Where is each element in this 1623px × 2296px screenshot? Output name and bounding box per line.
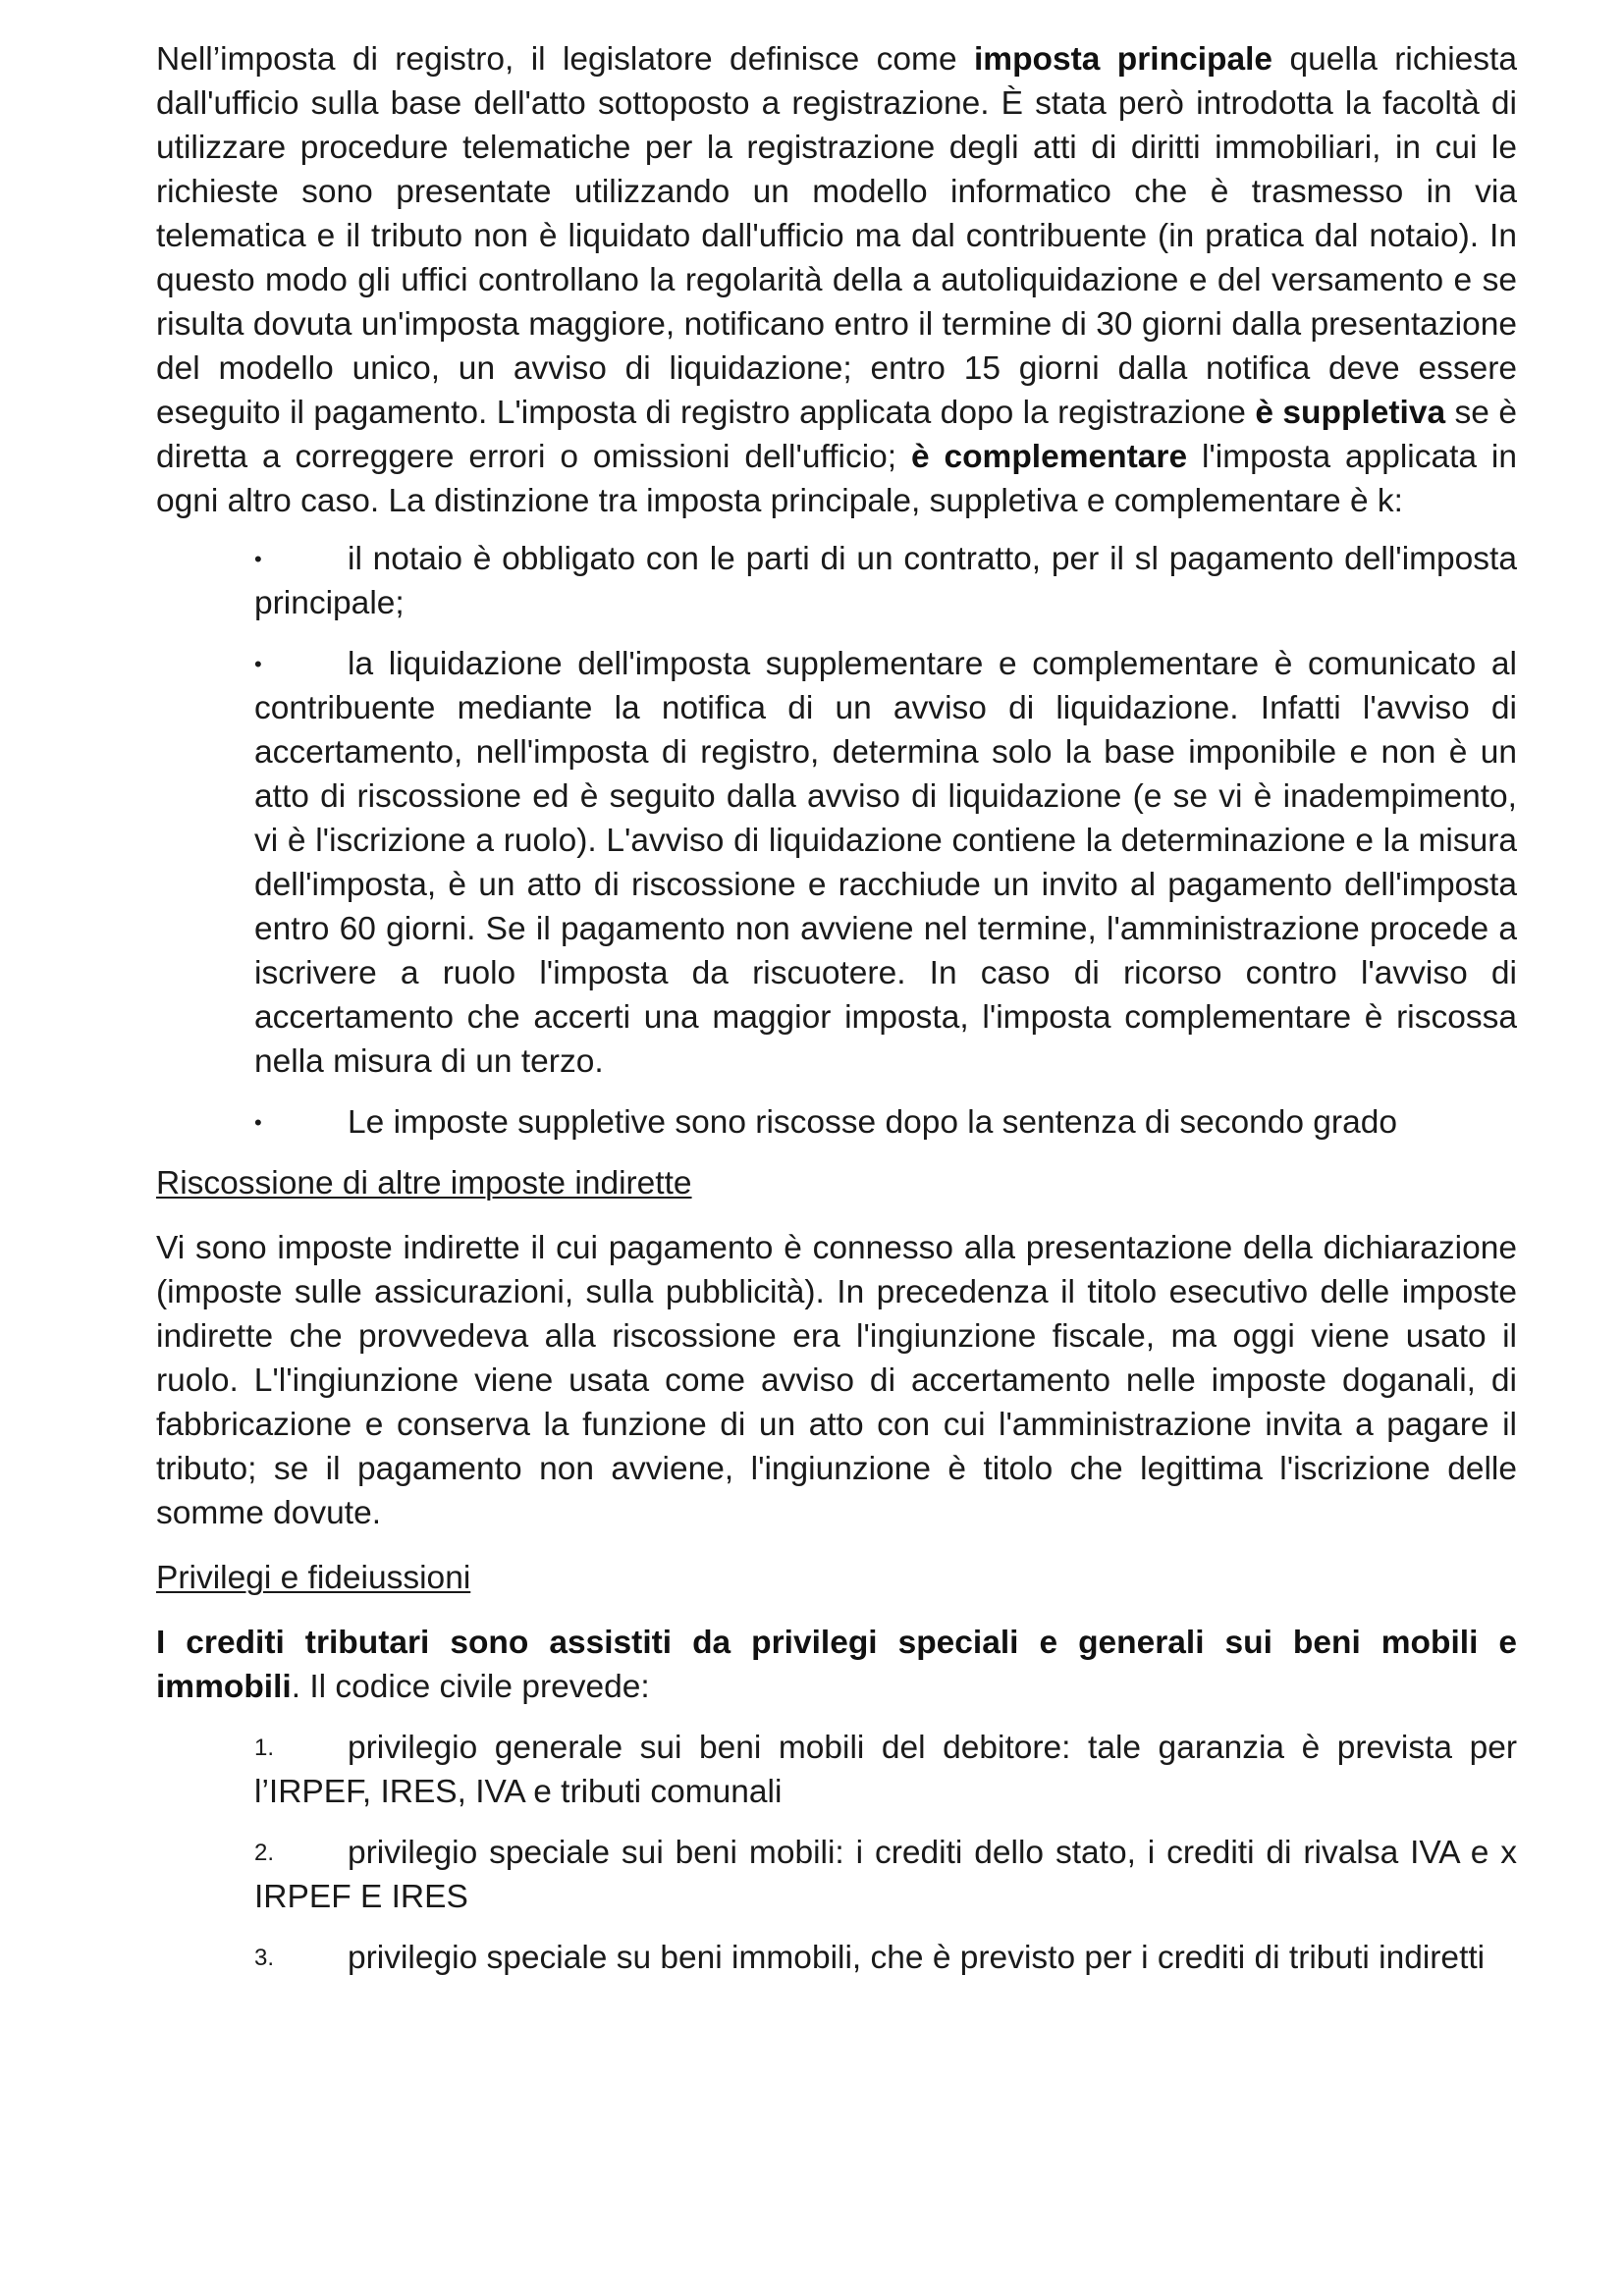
bullet-icon: •: [254, 1110, 262, 1135]
section-paragraph-riscossione: Vi sono imposte indirette il cui pagamento è connesso alla presentazione della dichiarazione (imposte sulle assicurazioni, sulla pubblicità). In precedenza il titolo esecutivo delle imposte indirette che provvedeva alla riscossione era l'ingiunzione fiscale, ma oggi viene usato il ruolo. L'l'ingiunzione viene usata come avviso di accertamento nelle imposte doganali, di fabbricazione e conserva la funzione di un atto con cui l'amministrazione invita a pagare il tributo; se il pagamento non avviene, l'ingiunzione è titolo che legittima l'iscrizione delle somme dovute.: [156, 1230, 1517, 1531]
intro-text-3: se è diretta a correggere errori o omissioni dell'ufficio;: [156, 395, 1517, 475]
bullet-text: Le imposte suppletive sono riscosse dopo la sentenza di secondo grado: [348, 1104, 1397, 1141]
list-item: [156, 642, 1517, 1084]
list-item: [156, 537, 1517, 625]
intro-bold-suppletiva: è suppletiva: [1255, 395, 1446, 431]
intro-bold-complementare: è complementare: [910, 439, 1188, 475]
list-item: [156, 1100, 1517, 1145]
privilegi-text: . Il codice civile prevede:: [291, 1669, 650, 1705]
list-item-text: privilegio speciale su beni immobili, che è previsto per i crediti di tributi indiretti: [348, 1940, 1486, 1976]
bullet-list: [156, 537, 1517, 1145]
list-item: [156, 1936, 1517, 1980]
bullet-text: la liquidazione dell'imposta supplementare e complementare è comunicato al contribuente mediante la notifica di un avviso di liquidazione. Infatti l'avviso di accertamento, nell'imposta di registro, determina solo la base imponibile e non è un atto di riscossione ed è seguito dalla avviso di liquidazione (e se vi è inadempimento, vi è l'iscrizione a ruolo). L'avviso di liquidazione contiene la determinazione e la misura dell'imposta, è un atto di riscossione e racchiude un invito al pagamento dell'imposta entro 60 giorni. Se il pagamento non avviene nel termine, l'amministrazione procede a iscrivere a ruolo l'imposta da riscuotere. In caso di ricorso contro l'avviso di accertamento che accerti una maggior imposta, l'imposta complementare è riscossa nella misura di un terzo.: [254, 646, 1517, 1080]
list-number: 3.: [254, 1945, 275, 1971]
section-heading-privilegi: Privilegi e fideiussioni: [156, 1560, 471, 1596]
intro-paragraph: [156, 37, 1517, 523]
intro-text-4: l'imposta applicata in ogni altro caso. La distinzione tra imposta principale, suppletiva e complementare è k:: [156, 439, 1517, 519]
list-item: [156, 1831, 1517, 1919]
document-page: [156, 37, 1517, 1980]
list-number: 2.: [254, 1840, 275, 1866]
privilegi-bold-text: I crediti tributari sono assistiti da privilegi speciali e generali sui beni mobili e immobili: [156, 1625, 1517, 1705]
intro-bold-principale: imposta principale: [973, 41, 1273, 78]
bullet-icon: •: [254, 547, 262, 571]
intro-text-1: Nell’imposta di registro, il legislatore definisce come: [156, 41, 974, 78]
numbered-list: [156, 1726, 1517, 1980]
list-item: [156, 1726, 1517, 1814]
bullet-text: il notaio è obbligato con le parti di un contratto, per il sl pagamento dell'imposta principale;: [254, 541, 1517, 621]
list-item-text: privilegio generale sui beni mobili del debitore: tale garanzia è prevista per l’IRPEF, IRES, IVA e tributi comunali: [254, 1730, 1517, 1810]
section-heading-riscossione: Riscossione di altre imposte indirette: [156, 1165, 692, 1201]
section-paragraph-privilegi: [156, 1621, 1517, 1709]
intro-text-2: quella richiesta dall'ufficio sulla base dell'atto sottoposto a registrazione. È stata però introdotta la facoltà di utilizzare procedure telematiche per la registrazione degli atti di diritti immobiliari, in cui le richieste sono presentate utilizzando un modello informatico che è trasmesso in via telematica e il tributo non è liquidato dall'ufficio ma dal contribuente (in pratica dal notaio). In questo modo gli uffici controllano la regolarità della a autoliquidazione e del versamento e se risulta dovuta un'imposta maggiore, notificano entro il termine di 30 giorni dalla presentazione del modello unico, un avviso di liquidazione; entro 15 giorni dalla notifica deve essere eseguito il pagamento. L'imposta di registro applicata dopo la registrazione: [156, 41, 1517, 431]
list-number: 1.: [254, 1735, 275, 1761]
bullet-icon: •: [254, 652, 262, 676]
list-item-text: privilegio speciale sui beni mobili: i crediti dello stato, i crediti di rivalsa IVA e x IRPEF E IRES: [254, 1835, 1517, 1915]
